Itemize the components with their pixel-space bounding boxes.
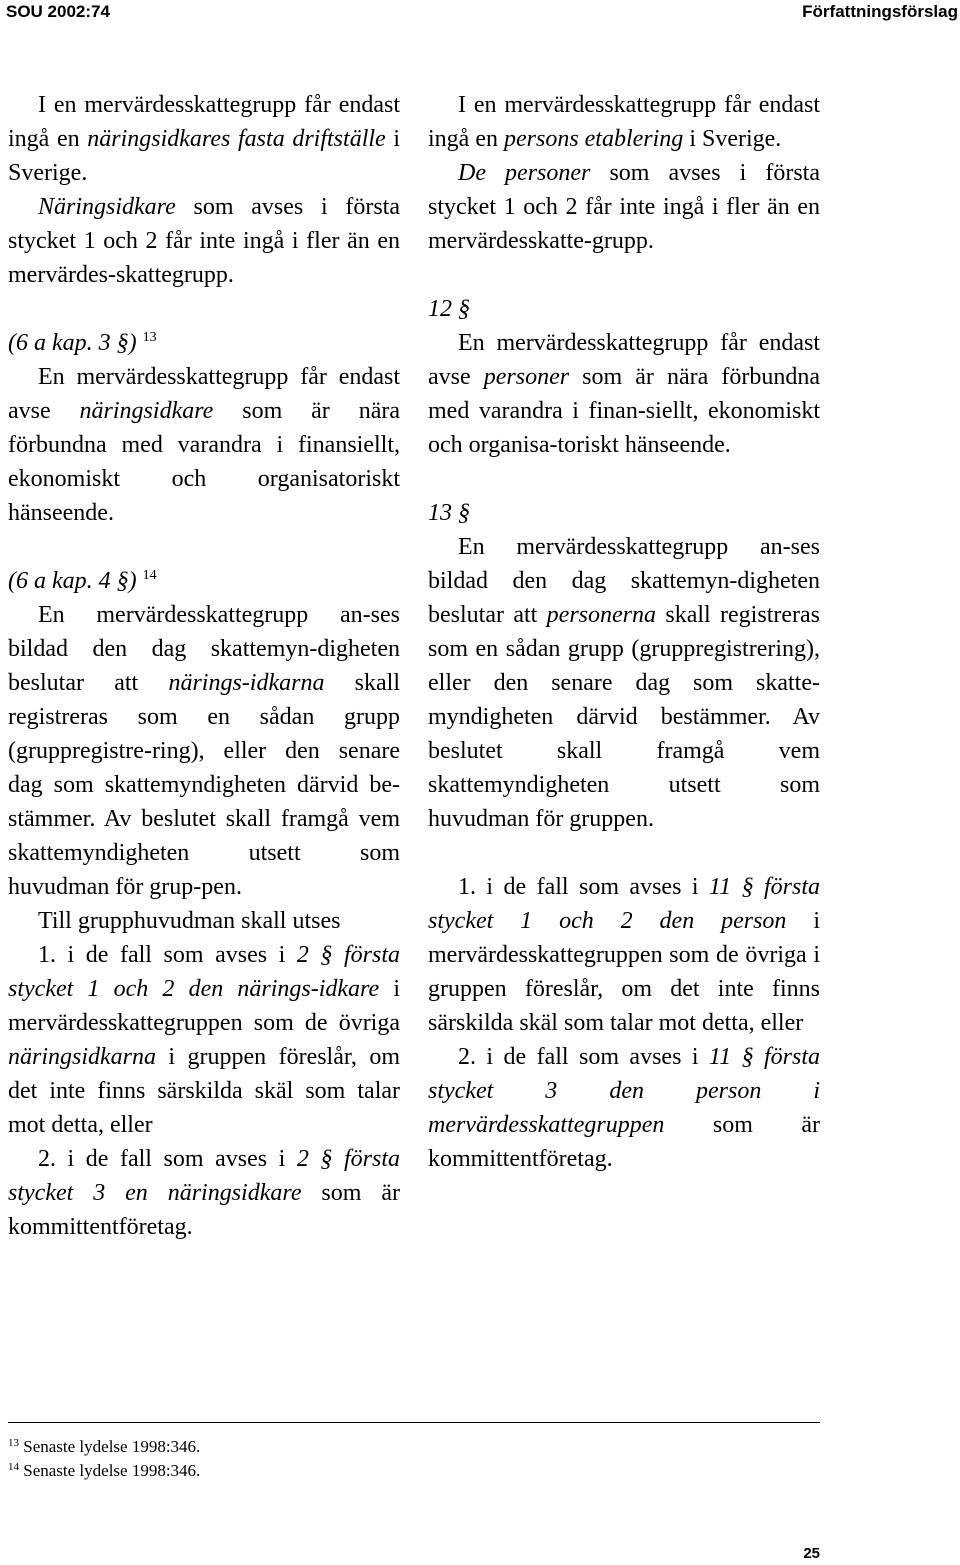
- footnote-ref: 14: [142, 568, 157, 583]
- paragraph: Näringsidkare som avses i första stycket 1 och 2 får inte ingå i fler än en mervärdes-skattegrupp.: [8, 194, 400, 288]
- footnote-ref: 13: [142, 330, 157, 345]
- paragraph: De personer som avses i första stycket 1 och 2 får inte ingå i fler än en mervärdesskatte-grupp.: [428, 160, 820, 254]
- document-reference: SOU 2002:74: [6, 2, 110, 21]
- list-item: 1. i de fall som avses i 2 § första stycket 1 och 2 den närings-idkare i mervärdesskattegruppen som de övriga näringsidkarna i gruppen föreslår, om det inte finns särskilda skäl som talar mot detta, eller: [8, 942, 401, 1138]
- paragraph: En mervärdesskattegrupp får endast avse personer som är nära förbundna med varandra i finan-siellt, ekonomiskt och organisa-toriskt hänseende.: [428, 330, 820, 458]
- list-item: 2. i de fall som avses i 2 § första stycket 3 en näringsidkare som är kommittentföretag.: [8, 1146, 401, 1240]
- paragraph: En mervärdesskattegrupp an-ses bildad den dag skattemyn-digheten beslutar att personerna skall registreras som en sådan grupp (gruppregistrering), eller den senare dag som skatte-myndigheten därvid bestämmer. Av beslutet skall framgå vem skattemyndigheten utsett som huvudman för gruppen.: [428, 534, 820, 832]
- section-heading: 12 §: [428, 296, 470, 322]
- section-title: Författningsförslag: [802, 2, 958, 21]
- list-item: 2. i de fall som avses i 11 § första stycket 3 den person i mervärdesskattegruppen som är kommittentföretag.: [428, 1044, 820, 1172]
- section-heading: (6 a kap. 3 §) $^{13}$: [8, 330, 157, 356]
- current-law-column: [8, 88, 400, 1244]
- footnote: $^{14}$ Senaste lydelse 1998:346.: [8, 1461, 201, 1480]
- footnote-divider: [8, 1422, 820, 1423]
- section-heading: (6 a kap. 4 §) $^{14}$: [8, 568, 157, 594]
- paragraph: I en mervärdesskattegrupp får endast ingå en näringsidkares fasta driftställe i Sverige.: [8, 92, 400, 186]
- paragraph: En mervärdesskattegrupp an-ses bildad den dag skattemyn-digheten beslutar att närings-idkarna skall registreras som en sådan grupp (gruppregistre-ring), eller den senare dag som skattemyndigheten därvid be-stämmer. Av beslutet skall framgå vem skattemyndigheten utsett som huvudman för grup-pen.: [8, 602, 400, 900]
- paragraph: I en mervärdesskattegrupp får endast ingå en persons etablering i Sverige.: [428, 92, 820, 152]
- paragraph: En mervärdesskattegrupp får endast avse näringsidkare som är nära förbundna med varandra i finansiellt, ekonomiskt och organisatoriskt hänseende.: [8, 364, 400, 526]
- list-item: 1. i de fall som avses i 11 § första stycket 1 och 2 den person i mervärdesskattegruppen som de övriga i gruppen föreslår, om det inte finns särskilda skäl som talar mot detta, eller: [428, 874, 821, 1036]
- footnote: $^{13}$ Senaste lydelse 1998:346.: [8, 1437, 201, 1456]
- page-number: 25: [803, 1545, 820, 1562]
- proposed-law-column: [428, 88, 820, 1176]
- section-heading: 13 §: [428, 500, 470, 526]
- paragraph: Till grupphuvudman skall utses: [38, 908, 341, 934]
